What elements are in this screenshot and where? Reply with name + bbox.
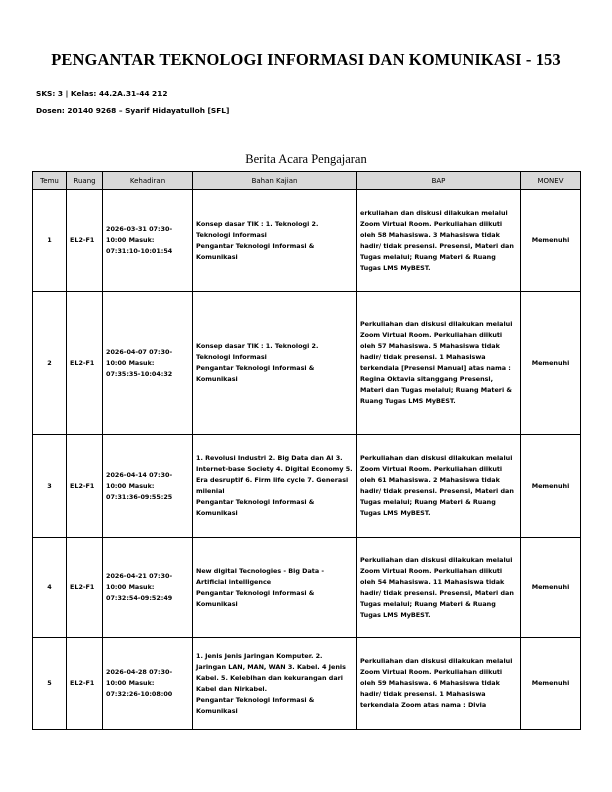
column-header-bap: BAP bbox=[357, 172, 521, 190]
cell-monev: Memenuhi bbox=[521, 190, 581, 292]
cell-bap bbox=[357, 538, 521, 638]
cell-monev: Memenuhi bbox=[521, 538, 581, 638]
bahan-kajian-topic: 1. Revolusi Industri 2. Big Data dan AI 3. Internet-base Society 4. Digital Economy 5. Era desruptif 6. Firm life cycle 7. Generasi milenial bbox=[196, 454, 353, 495]
cell-bap bbox=[357, 638, 521, 730]
table-row bbox=[33, 638, 581, 730]
section-title: Berita Acara Pengajaran bbox=[245, 152, 367, 166]
cell-monev: Memenuhi bbox=[521, 292, 581, 435]
cell-temu: 4 bbox=[33, 538, 67, 638]
cell-bap bbox=[357, 292, 521, 435]
document-title: PENGANTAR TEKNOLOGI INFORMASI DAN KOMUNIKASI - 153 bbox=[51, 50, 561, 69]
table-row bbox=[33, 292, 581, 435]
cell-bahan-kajian bbox=[193, 190, 357, 292]
table-header-row bbox=[33, 172, 581, 190]
cell-bahan-kajian bbox=[193, 292, 357, 435]
cell-ruang: EL2-F1 bbox=[67, 190, 103, 292]
column-header-monev: MONEV bbox=[521, 172, 581, 190]
cell-ruang: EL2-F1 bbox=[67, 435, 103, 538]
bap-text: erkuliahan dan diskusi dilakukan melalui Zoom Virtual Room. Perkuliahan diikuti oleh 58 Mahasiswa. 3 Mahasiswa tidak hadir/ tidak presensi. Presensi, Materi dan Tugas melalui; Ruang Materi & Ruang Tugas LMS MyBEST. bbox=[360, 208, 514, 272]
bahan-kajian-course: Pengantar Teknologi Informasi & Komunikasi bbox=[196, 364, 315, 383]
column-header-kehadiran: Kehadiran bbox=[103, 172, 193, 190]
bahan-kajian-course: Pengantar Teknologi Informasi & Komunikasi bbox=[196, 695, 315, 715]
column-header-temu: Temu bbox=[33, 172, 67, 190]
cell-ruang: EL2-F1 bbox=[67, 292, 103, 435]
cell-monev: Memenuhi bbox=[521, 638, 581, 730]
column-header-bahan-kajian: Bahan Kajian bbox=[193, 172, 357, 190]
cell-kehadiran: 2026-04-14 07:30-10:00 Masuk: 07:31:36-09:55:25 bbox=[103, 435, 193, 538]
bap-text: Perkuliahan dan diskusi dilakukan melalui Zoom Virtual Room. Perkuliahan diikuti oleh 61 Mahasiswa. 2 Mahasiswa tidak hadir/ tidak presensi. Presensi, Materi dan Tugas melalui; Ruang Materi & Ruang Tugas LMS MyBEST. bbox=[360, 454, 514, 517]
column-header-ruang: Ruang bbox=[67, 172, 103, 190]
table-row bbox=[33, 538, 581, 638]
cell-kehadiran: 2026-03-31 07:30-10:00 Masuk: 07:31:10-10:01:54 bbox=[103, 190, 193, 292]
bahan-kajian-course: Pengantar Teknologi Informasi & Komunikasi bbox=[196, 588, 315, 608]
lecturer-info: Dosen: 20140 9268 – Syarif Hidayatulloh [SFL] bbox=[36, 106, 230, 115]
table-row bbox=[33, 190, 581, 292]
bahan-kajian-course: Pengantar Teknologi Informasi & Komunikasi bbox=[196, 498, 315, 517]
cell-temu: 1 bbox=[33, 190, 67, 292]
cell-ruang: EL2-F1 bbox=[67, 538, 103, 638]
cell-bap bbox=[357, 435, 521, 538]
cell-kehadiran: 2026-04-21 07:30-10:00 Masuk: 07:32:54-09:52:49 bbox=[103, 538, 193, 638]
bahan-kajian-topic: New digital Tecnologies - Big Data - Artificial intelligence bbox=[196, 566, 325, 586]
bap-text: Perkuliahan dan diskusi dilakukan melalui Zoom Virtual Room. Perkuliahan diikuti oleh 59 Mahasiswa. 6 Mahasiswa tidak hadir/ tidak presensi. 1 Mahasiswa terkendala Zoom atas nama : Divia bbox=[360, 657, 513, 709]
teaching-report-table bbox=[32, 171, 581, 730]
bahan-kajian-course: Pengantar Teknologi Informasi & Komunikasi bbox=[196, 241, 315, 261]
bahan-kajian-topic: Konsep dasar TIK : 1. Teknologi 2. Teknologi Informasi bbox=[196, 219, 319, 239]
cell-temu: 3 bbox=[33, 435, 67, 538]
cell-bahan-kajian bbox=[193, 435, 357, 538]
cell-ruang: EL2-F1 bbox=[67, 638, 103, 730]
bahan-kajian-topic: 1. Jenis Jenis Jaringan Komputer. 2. Jaringan LAN, MAN, WAN 3. Kabel. 4 Jenis Kabel. 5. Kelebihan dan kekurangan dari Kabel dan Nirkabel. bbox=[196, 651, 346, 693]
cell-kehadiran: 2026-04-07 07:30-10:00 Masuk: 07:35:35-10:04:32 bbox=[103, 292, 193, 435]
cell-bahan-kajian bbox=[193, 638, 357, 730]
table-row bbox=[33, 435, 581, 538]
cell-kehadiran: 2026-04-28 07:30-10:00 Masuk: 07:32:26-10:08:00 bbox=[103, 638, 193, 730]
bap-text: Perkuliahan dan diskusi dilakukan melalui Zoom Virtual Room. Perkuliahan diikuti oleh 54 Mahasiswa. 11 Mahasiswa tidak hadir/ tidak presensi. Presensi, Materi dan Tugas melalui; Ruang Materi & Ruang Tugas LMS MyBEST. bbox=[360, 555, 514, 619]
cell-bahan-kajian bbox=[193, 538, 357, 638]
cell-bap bbox=[357, 190, 521, 292]
bahan-kajian-topic: Konsep dasar TIK : 1. Teknologi 2. Teknologi Informasi bbox=[196, 342, 319, 361]
cell-temu: 5 bbox=[33, 638, 67, 730]
cell-temu: 2 bbox=[33, 292, 67, 435]
cell-monev: Memenuhi bbox=[521, 435, 581, 538]
bap-text: Perkuliahan dan diskusi dilakukan melalui Zoom Virtual Room. Perkuliahan diikuti oleh 57 Mahasiswa. 5 Mahasiswa tidak hadir/ tidak presensi. 1 Mahasiswa terkendala [Presensi Manual] atas nama : Regina Oktavia sitanggang Presensi, Materi dan Tugas melalui; Ruang Materi & Ruang Tugas LMS MyBEST. bbox=[360, 320, 513, 405]
course-info: SKS: 3 | Kelas: 44.2A.31-44 212 bbox=[36, 89, 168, 98]
